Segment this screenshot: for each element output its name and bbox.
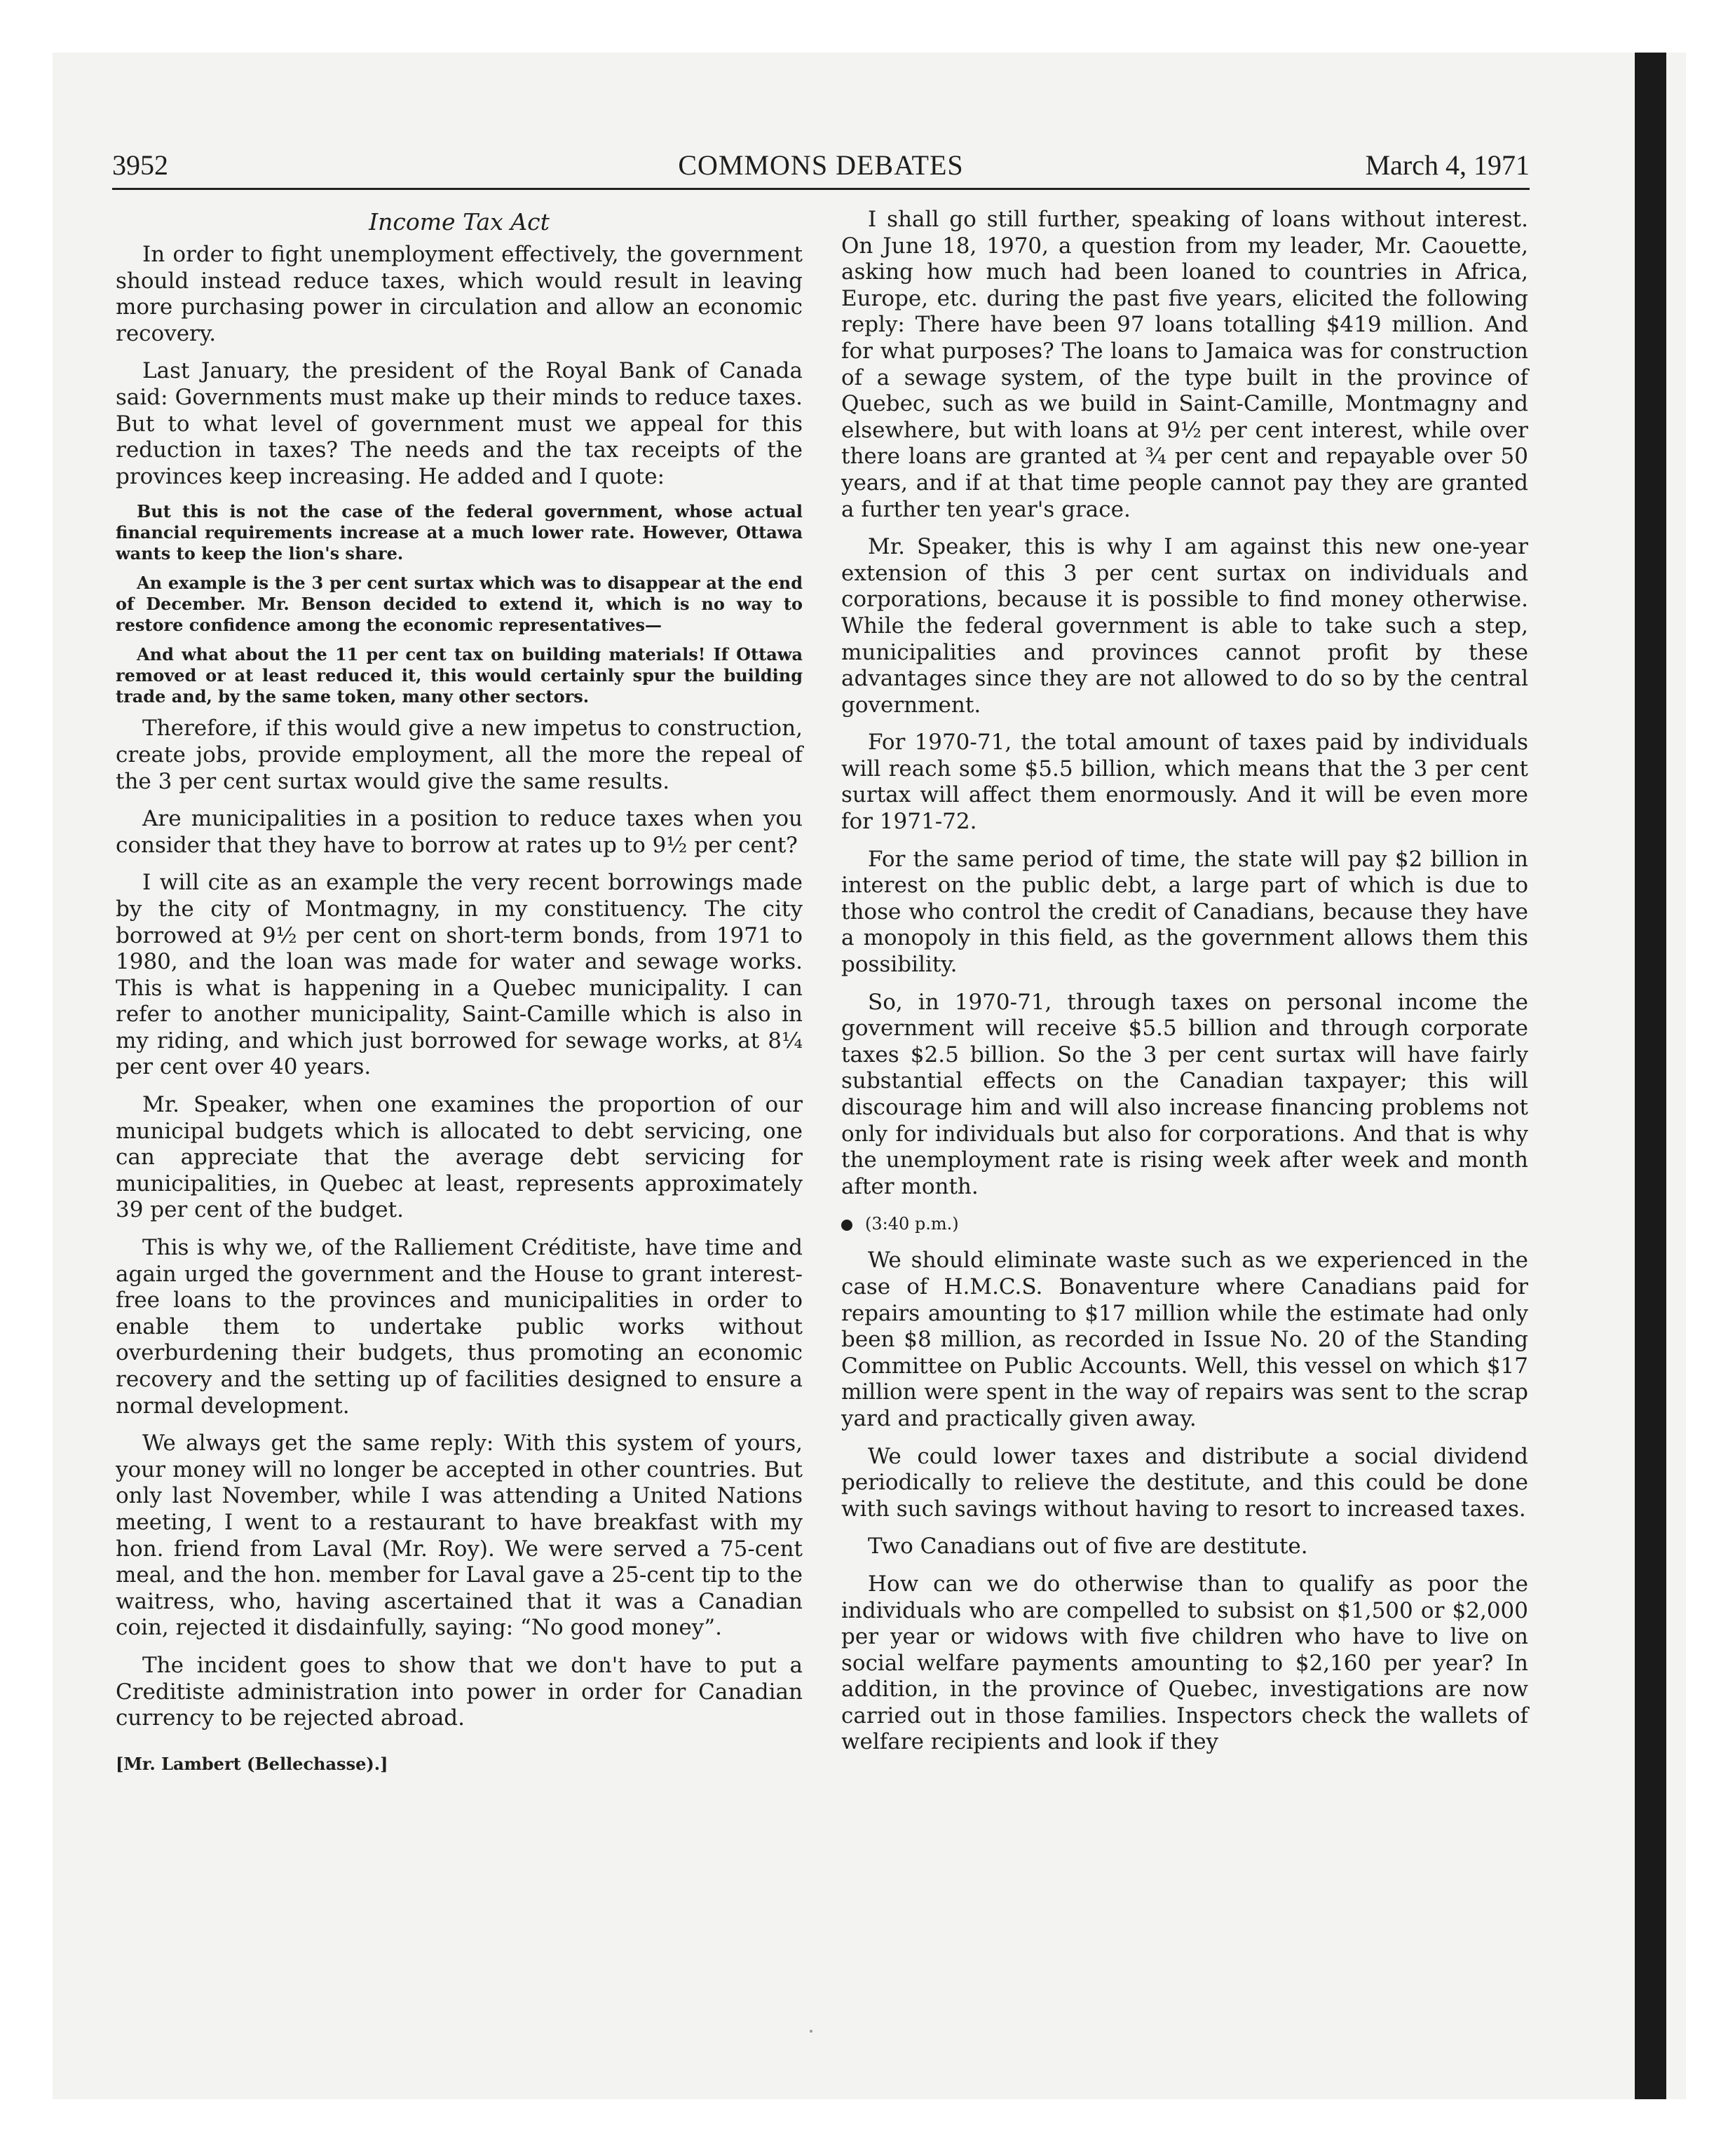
paragraph: In order to fight unemployment effectively, the government should instead reduce taxes, which would result in leaving more purchasing power in circulation and allow an economic recovery. — [116, 242, 803, 346]
block-quote: But this is not the case of the federal government, whose actual financial requirements increase at a much lower rate. However, Ottawa wants to keep the lion's share. — [116, 501, 803, 564]
paragraph: We should eliminate waste such as we experienced in the case of H.M.C.S. Bonaventure where Canadians paid for repairs amounting to $17 million while the estimate had only been $8 million, as recorded in Issue No. 20 of the Standing Committee on Public Accounts. Well, this vessel on which $17 million were spent in the way of repairs was sent to the scrap yard and practically given away. — [841, 1248, 1528, 1431]
paragraph: Are municipalities in a position to reduce taxes when you consider that they have to borrow at rates up to 9½ per cent? — [116, 806, 803, 858]
paragraph: Last January, the president of the Royal Bank of Canada said: Governments must make up their minds to reduce taxes. But to what level of government must we appeal for this reduction in taxes? The needs and the tax receipts of the provinces keep increasing. He added and I quote: — [116, 358, 803, 489]
publication-title: COMMONS DEBATES — [678, 149, 964, 181]
scan-speck — [810, 2030, 812, 2033]
paragraph: Mr. Speaker, when one examines the proportion of our municipal budgets which is allocated to debt servicing, one can appreciate that the average debt servicing for municipalities, in Quebec at least, represents approximately 39 per cent of the budget. — [116, 1092, 803, 1223]
left-column — [116, 207, 803, 1775]
right-column — [841, 207, 1528, 1767]
paragraph: Two Canadians out of five are destitute. — [868, 1534, 1308, 1560]
time-stamp-text: (3:40 p.m.) — [865, 1214, 959, 1234]
paragraph: For the same period of time, the state will pay $2 billion in interest on the public debt, a large part of which is due to those who control the credit of Canadians, because they have a monopoly in this field, as the government allows them this possibility. — [841, 846, 1528, 978]
section-title: Income Tax Act — [369, 208, 550, 236]
paragraph: We always get the same reply: With this system of yours, your money will no longer be accepted in other countries. But only last November, while I was attending a United Nations meeting, I went to a restaurant to have breakfast with my hon. friend from Laval (Mr. Roy). We were served a 75-cent meal, and the hon. member for Laval gave a 25-cent tip to the waitress, who, having ascertained that it was a Canadian coin, rejected it disdainfully, saying: “No good money”. — [116, 1431, 803, 1641]
paragraph: So, in 1970-71, through taxes on personal income the government will receive $5.5 billion and through corporate taxes $2.5 billion. So the 3 per cent surtax will have fairly substantial effects on the Canadian taxpayer; this will discourage him and will also increase financing problems not only for individuals but also for corporations. And that is why the unemployment rate is rising week after week and month after month. — [841, 989, 1528, 1199]
time-stamp — [841, 1211, 1528, 1236]
paragraph: Therefore, if this would give a new impetus to construction, create jobs, provide employment, all the more the repeal of the 3 per cent surtax would give the same results. — [116, 716, 803, 794]
block-quote: An example is the 3 per cent surtax which was to disappear at the end of December. Mr. Benson decided to extend it, which is no way to restore confidence among the economic representatives— — [116, 573, 803, 636]
paragraph: Mr. Speaker, this is why I am against this new one-year extension of this 3 per cent surtax on individuals and corporations, because it is possible to find money otherwise. While the federal government is able to take such a step, municipalities and provinces cannot profit by these advantages since they are not allowed to do so by the central government. — [841, 534, 1528, 718]
paragraph: This is why we, of the Ralliement Créditiste, have time and again urged the government and the House to grant interest-free loans to the provinces and municipalities in order to enable them to undertake public works without overburdening their budgets, thus promoting an economic recovery and the setting up of facilities designed to ensure a normal development. — [116, 1235, 803, 1419]
bullet-icon — [841, 1220, 852, 1231]
paragraph: The incident goes to show that we don't have to put a Creditiste administration into power in order for Canadian currency to be rejected abroad. — [116, 1652, 803, 1731]
page-number: 3952 — [112, 149, 168, 181]
page-header — [112, 146, 1530, 190]
paragraph: I shall go still further, speaking of loans without interest. On June 18, 1970, a question from my leader, Mr. Caouette, asking how much had been loaned to countries in Africa, Europe, etc. during the past five years, elicited the following reply: There have been 97 loans totalling $419 million. And for what purposes? The loans to Jamaica was for construction of a sewage system, of the type built in the province of Quebec, such as we build in Saint-Camille, Montmagny and elsewhere, but with loans at 9½ per cent interest, while over there loans are granted at ¾ per cent and repayable over 50 years, and if at that time people cannot pay they are granted a further ten year's grace. — [841, 207, 1528, 522]
page-date: March 4, 1971 — [1365, 149, 1530, 181]
speaker-attribution: [Mr. Lambert (Bellechasse).] — [116, 1753, 388, 1774]
block-quote: And what about the 11 per cent tax on building materials! If Ottawa removed or at least reduced it, this would certainly spur the building trade and, by the same token, many other sectors. — [116, 644, 803, 707]
paragraph: We could lower taxes and distribute a social dividend periodically to relieve the destitute, and this could be done with such savings without having to resort to increased taxes. — [841, 1443, 1528, 1522]
scan-edge-bar — [1635, 53, 1666, 2099]
paragraph: For 1970-71, the total amount of taxes paid by individuals will reach some $5.5 billion, which means that the 3 per cent surtax will affect them enormously. And it will be even more for 1971-72. — [841, 730, 1528, 835]
paragraph: How can we do otherwise than to qualify as poor the individuals who are compelled to subsist on $1,500 or $2,000 per year or widows with five children who have to live on social welfare payments amounting to $2,160 per year? In addition, in the province of Quebec, investigations are now carried out in those families. Inspectors check the wallets of welfare recipients and look if they — [841, 1571, 1528, 1755]
paragraph: I will cite as an example the very recent borrowings made by the city of Montmagny, in my constituency. The city borrowed at 9½ per cent on short-term bonds, from 1971 to 1980, and the loan was made for water and sewage works. This is what is happening in a Quebec municipality. I can refer to another municipality, Saint-Camille which is also in my riding, and which just borrowed for sewage works, at 8¼ per cent over 40 years. — [116, 870, 803, 1080]
